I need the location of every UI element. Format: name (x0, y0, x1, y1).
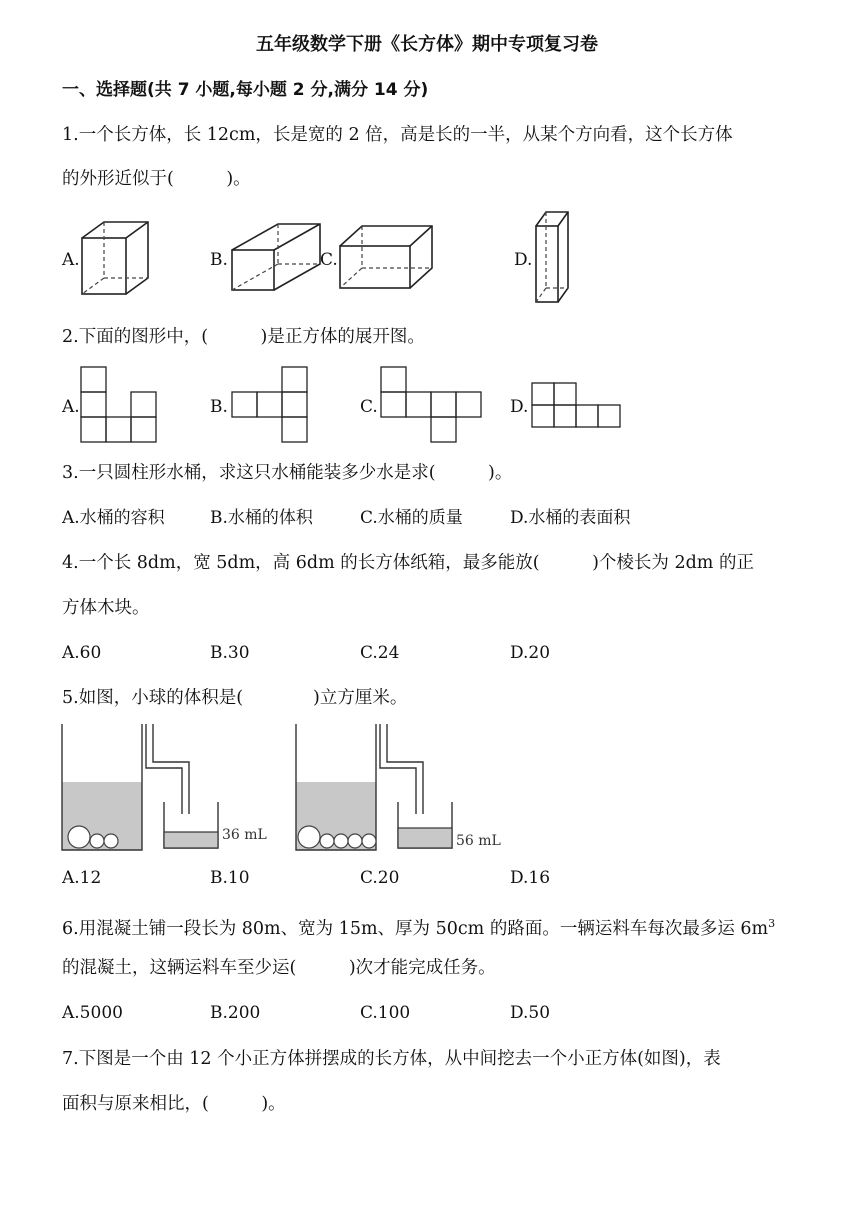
q2-option-d-net-figure (531, 382, 623, 430)
question-1-line-2: 的外形近似于( )。 (62, 169, 251, 189)
q5-figure-1-volume-label: 36 mL (222, 827, 267, 843)
q3-option-d: D.水桶的表面积 (510, 508, 631, 528)
q5-overflow-beaker-figure-2 (294, 722, 524, 854)
q5-option-b: B.10 (210, 868, 250, 888)
q1-option-a-cube-figure (80, 220, 150, 298)
question-1-line-1: 1.一个长方体，长 12cm，长是宽的 2 倍，高是长的一半，从某个方向看，这个长方体 (62, 125, 733, 145)
q5-option-a: A.12 (62, 868, 102, 888)
q3-option-c: C.水桶的质量 (360, 508, 463, 528)
section-heading: 一、选择题(共 7 小题,每小题 2 分,满分 14 分) (62, 80, 429, 100)
q1-option-b-cuboid-figure (230, 222, 322, 292)
question-6-line-1 (62, 912, 775, 941)
q4-option-b: B.30 (210, 643, 250, 663)
q4-option-c: C.24 (360, 643, 400, 663)
q5-option-c: C.20 (360, 868, 400, 888)
q1-option-c-cuboid-figure (338, 224, 434, 290)
question-6-line-1-text: 6.用混凝土铺一段长为 80m、宽为 15m、厚为 50cm 的路面。一辆运料车每次最多运 6m (62, 918, 769, 939)
q4-option-d: D.20 (510, 643, 551, 663)
q6-option-b: B.200 (210, 1003, 261, 1023)
q2-option-c-net-figure (380, 366, 486, 444)
q2-option-b-net-figure (231, 366, 311, 444)
q4-option-a: A.60 (62, 643, 102, 663)
question-7-line-1: 7.下图是一个由 12 个小正方体拼摆成的长方体，从中间挖去一个小正方体(如图)，表 (62, 1049, 721, 1069)
question-3-stem: 3.一只圆柱形水桶，求这只水桶能装多少水是求( )。 (62, 463, 513, 483)
question-4-line-1: 4.一个长 8dm，宽 5dm，高 6dm 的长方体纸箱，最多能放( )个棱长为 2dm 的正 (62, 553, 754, 573)
q5-figure-2-volume-label: 56 mL (456, 833, 501, 849)
q1-option-d-tall-cuboid-figure (534, 210, 570, 304)
q2-option-a-net-figure (80, 366, 160, 444)
q6-option-d: D.50 (510, 1003, 551, 1023)
q6-option-a: A.5000 (62, 1003, 123, 1023)
q6-option-c: C.100 (360, 1003, 411, 1023)
q1-option-b-label: B. (210, 250, 228, 270)
q5-overflow-beaker-figure-1 (60, 722, 290, 854)
q3-option-b: B.水桶的体积 (210, 508, 313, 528)
question-5-stem: 5.如图，小球的体积是( )立方厘米。 (62, 688, 408, 708)
question-6-line-2: 的混凝土，这辆运料车至少运( )次才能完成任务。 (62, 958, 496, 978)
question-4-line-2: 方体木块。 (62, 598, 150, 618)
q3-option-a: A.水桶的容积 (62, 508, 165, 528)
q2-option-d-label: D. (510, 397, 529, 417)
q2-option-c-label: C. (360, 397, 378, 417)
q1-option-a-label: A. (62, 250, 80, 270)
q5-option-d: D.16 (510, 868, 551, 888)
page-title: 五年级数学下册《长方体》期中专项复习卷 (256, 34, 598, 55)
q2-option-a-label: A. (62, 397, 80, 417)
q1-option-d-label: D. (514, 250, 533, 270)
cubic-superscript: 3 (768, 917, 776, 930)
question-2-stem: 2.下面的图形中，( )是正方体的展开图。 (62, 327, 425, 347)
question-7-line-2: 面积与原来相比，( )。 (62, 1094, 286, 1114)
q2-option-b-label: B. (210, 397, 228, 417)
q1-option-c-label: C. (320, 250, 338, 270)
